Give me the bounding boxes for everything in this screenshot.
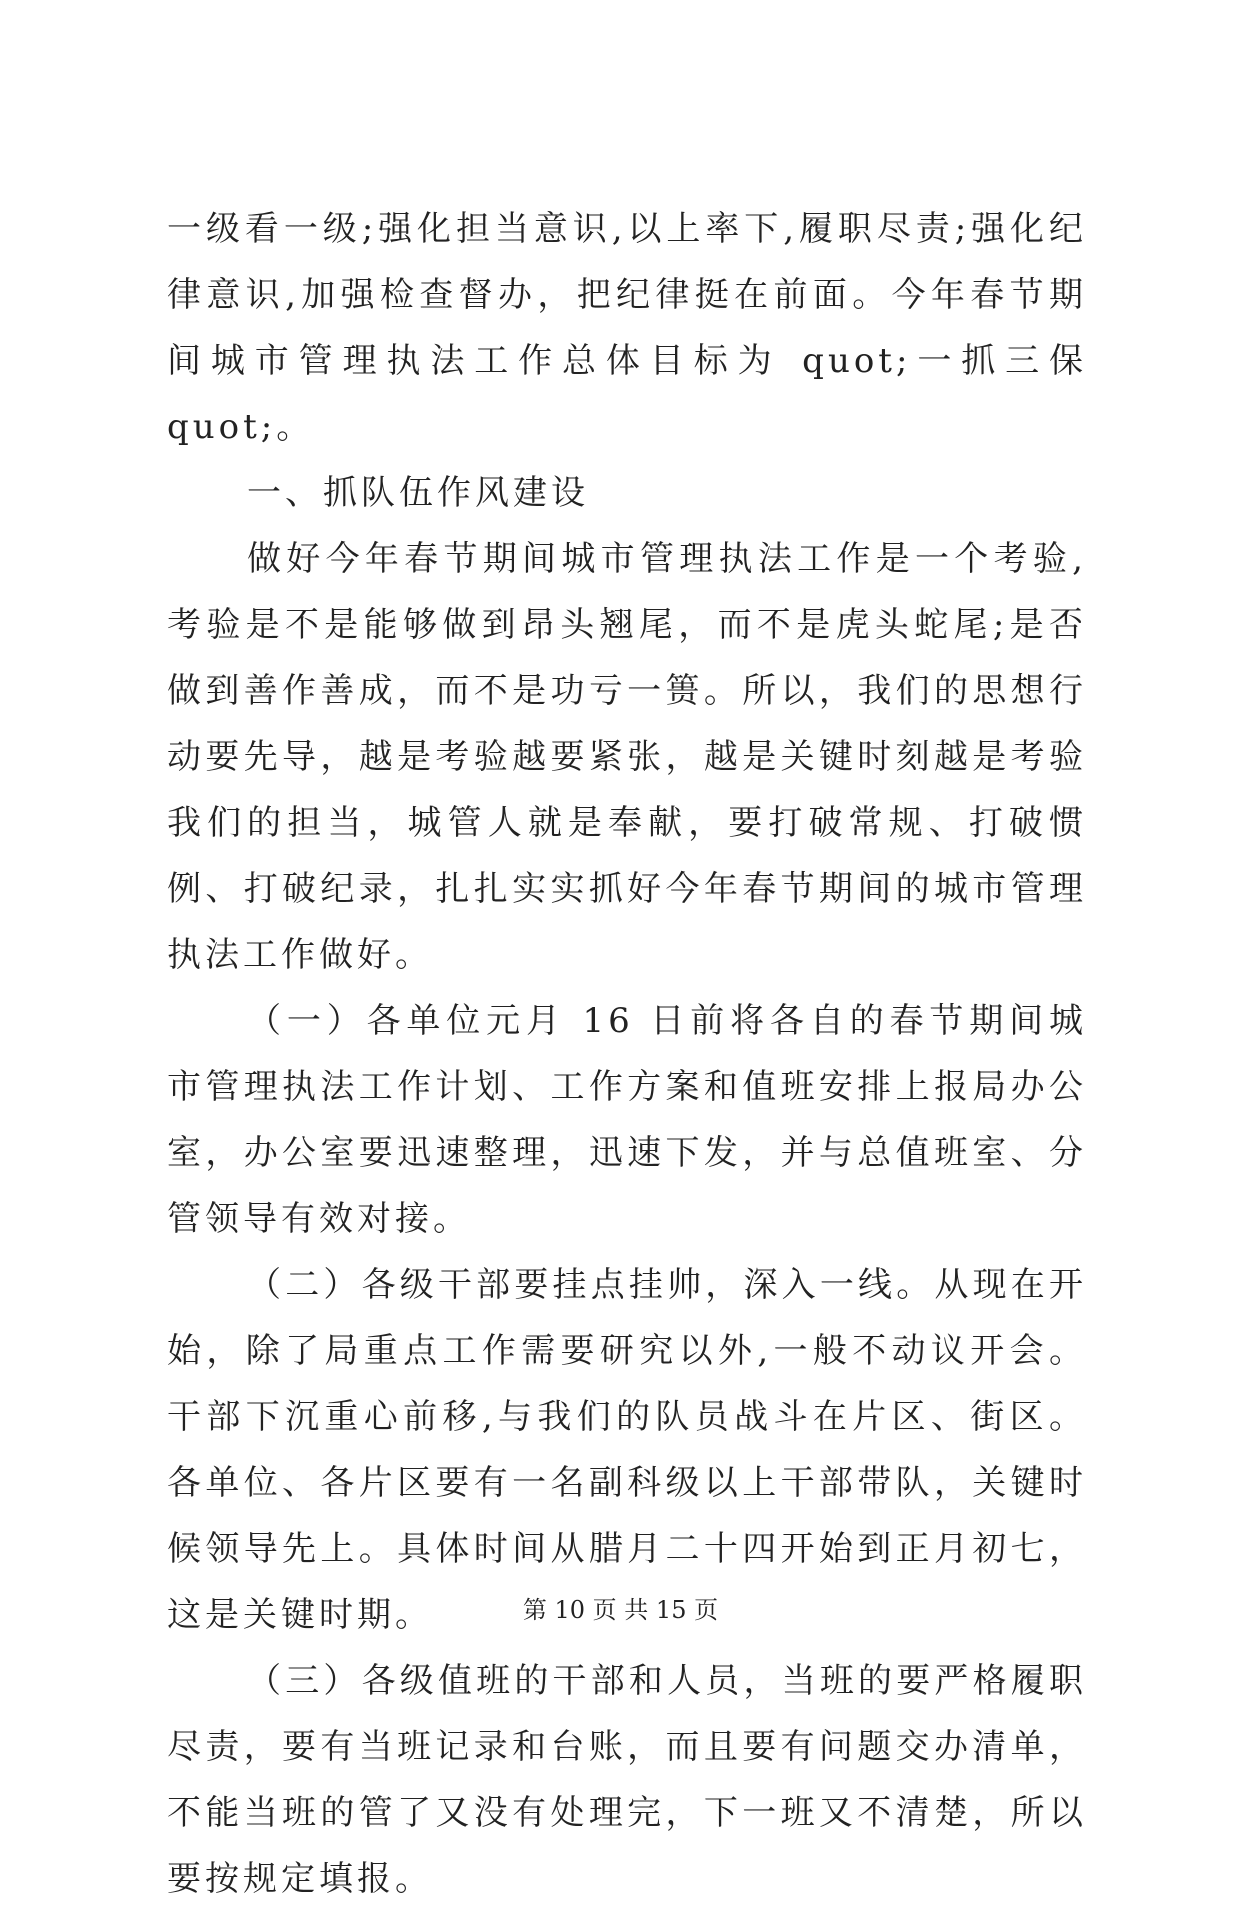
- paragraph-item-3: （三）各级值班的干部和人员，当班的要严格履职尽责，要有当班记录和台账，而且要有问题交办清单，不能当班的管了又没有处理完，下一班又不清楚，所以要按规定填报。: [167, 1661, 1087, 1899]
- section-heading: 一、抓队伍作风建设: [247, 473, 589, 513]
- document-body: [167, 196, 1087, 1912]
- paragraph-item-1: （一）各单位元月 16 日前将各自的春节期间城市管理执法工作计划、工作方案和值班安排上报局办公室，办公室要迅速整理，迅速下发，并与总值班室、分管领导有效对接。: [167, 1001, 1087, 1239]
- paragraph-item-2: （二）各级干部要挂点挂帅，深入一线。从现在开始，除了局重点工作需要研究以外,一般不动议开会。干部下沉重心前移,与我们的队员战斗在片区、街区。各单位、各片区要有一名副科级以上干部带队，关键时候领导先上。具体时间从腊月二十四开始到正月初七，这是关键时期。: [167, 1265, 1087, 1635]
- paragraph-continuation: 一级看一级;强化担当意识,以上率下,履职尽责;强化纪律意识,加强检查督办，把纪律挺在前面。今年春节期间城市管理执法工作总体目标为 quot;一抓三保 quot;。: [167, 209, 1087, 447]
- paragraph-intro: 做好今年春节期间城市管理执法工作是一个考验,考验是不是能够做到昂头翘尾，而不是虎头蛇尾;是否做到善作善成，而不是功亏一篑。所以，我们的思想行动要先导，越是考验越要紧张，越是关键时刻越是考验我们的担当，城管人就是奉献，要打破常规、打破惯例、打破纪录，扎扎实实抓好今年春节期间的城市管理执法工作做好。: [167, 539, 1087, 975]
- page-number-footer: 第 10 页 共 15 页: [522, 1596, 719, 1624]
